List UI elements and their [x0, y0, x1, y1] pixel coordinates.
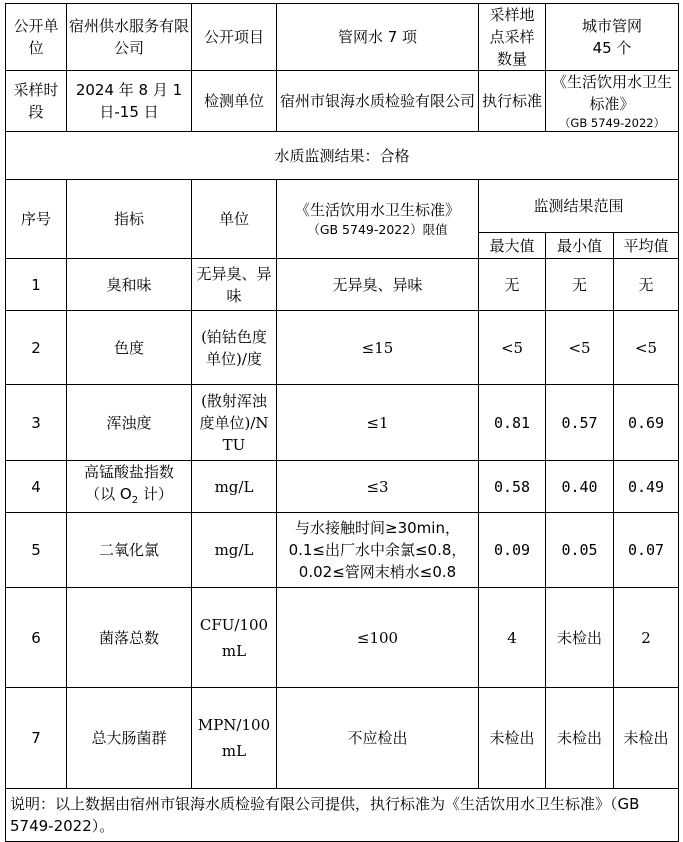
row-unit: mg/L	[192, 513, 277, 588]
row-limit-line3: 0.02≤管网末梢水≤0.8	[298, 563, 457, 581]
result-banner: 水质监测结果：合格	[6, 132, 679, 180]
table-row	[6, 588, 679, 688]
indicator-sub-pre: （以 O	[85, 485, 132, 503]
table-row	[6, 385, 679, 461]
footnote-row	[6, 789, 679, 842]
standard-value-line2: （GB 5749-2022）	[558, 116, 666, 130]
row-unit: (散射浑浊度单位)/NTU	[192, 385, 277, 461]
col-max: 最大值	[479, 233, 546, 259]
col-limit-line2: （GB 5749-2022）限值	[307, 222, 448, 237]
row-avg: 未检出	[614, 688, 679, 789]
item-value: 管网水 7 项	[277, 4, 479, 71]
row-no: 4	[6, 461, 67, 513]
row-unit: CFU/100mL	[192, 588, 277, 688]
site-value	[546, 4, 679, 71]
row-limit: 无异臭、异味	[277, 259, 479, 311]
row-indicator: 二氧化氯	[67, 513, 192, 588]
row-limit-line2: 0.1≤出厂水中余氯≤0.8，	[288, 541, 467, 559]
col-avg: 平均值	[614, 233, 679, 259]
period-value: 2024 年 8 月 1 日-15 日	[67, 71, 192, 132]
site-value-line2: 45 个	[592, 39, 632, 57]
row-limit: 不应检出	[277, 688, 479, 789]
row-unit: (铂钴色度单位)/度	[192, 311, 277, 385]
row-indicator	[67, 461, 192, 513]
row-max: 0.09	[479, 513, 546, 588]
table-row	[6, 259, 679, 311]
row-indicator: 总大肠菌群	[67, 688, 192, 789]
header-row-2	[6, 71, 679, 132]
col-indicator: 指标	[67, 180, 192, 259]
row-avg: <5	[614, 311, 679, 385]
indicator-sub-post: 计）	[138, 485, 173, 503]
row-max: 0.58	[479, 461, 546, 513]
lab-value: 宿州市银海水质检验有限公司	[277, 71, 479, 132]
footnote: 说明：以上数据由宿州市银海水质检验有限公司提供，执行标准为《生活饮用水卫生标准》（GB 5749-2022）。	[6, 789, 679, 842]
row-indicator-sub	[69, 483, 189, 512]
row-max: 无	[479, 259, 546, 311]
row-no: 2	[6, 311, 67, 385]
col-unit: 单位	[192, 180, 277, 259]
result-banner-row	[6, 132, 679, 180]
row-min: 0.05	[546, 513, 614, 588]
row-limit: ≤3	[277, 461, 479, 513]
item-label: 公开项目	[192, 4, 277, 71]
row-indicator: 菌落总数	[67, 588, 192, 688]
table-row	[6, 311, 679, 385]
lab-label: 检测单位	[192, 71, 277, 132]
row-avg: 2	[614, 588, 679, 688]
row-limit: ≤15	[277, 311, 479, 385]
row-max: 4	[479, 588, 546, 688]
row-limit: ≤1	[277, 385, 479, 461]
row-max: 0.81	[479, 385, 546, 461]
water-quality-table	[5, 3, 679, 842]
standard-value-line1: 《生活饮用水卫生标准》	[552, 73, 673, 113]
row-no: 6	[6, 588, 67, 688]
row-min: 未检出	[546, 588, 614, 688]
row-indicator: 浑浊度	[67, 385, 192, 461]
publisher-label: 公开单位	[6, 4, 67, 71]
row-indicator: 色度	[67, 311, 192, 385]
row-limit	[277, 513, 479, 588]
col-range: 监测结果范围	[479, 180, 679, 233]
row-avg: 0.49	[614, 461, 679, 513]
period-label: 采样时段	[6, 71, 67, 132]
row-unit: MPN/100mL	[192, 688, 277, 789]
table-row	[6, 461, 679, 513]
site-label: 采样地点采样数量	[479, 4, 546, 71]
row-min: 0.57	[546, 385, 614, 461]
row-limit-line1: 与水接触时间≥30min，	[295, 519, 460, 537]
row-limit: ≤100	[277, 588, 479, 688]
row-indicator: 臭和味	[67, 259, 192, 311]
row-no: 1	[6, 259, 67, 311]
standard-label: 执行标准	[479, 71, 546, 132]
row-unit: mg/L	[192, 461, 277, 513]
col-no: 序号	[6, 180, 67, 259]
table-row	[6, 513, 679, 588]
indicator-subscript: 2	[131, 495, 139, 506]
publisher-value: 宿州供水服务有限公司	[67, 4, 192, 71]
row-min: <5	[546, 311, 614, 385]
row-avg: 0.07	[614, 513, 679, 588]
row-no: 5	[6, 513, 67, 588]
row-max: <5	[479, 311, 546, 385]
table-row	[6, 688, 679, 789]
row-avg: 0.69	[614, 385, 679, 461]
column-header-row	[6, 180, 679, 233]
row-min: 未检出	[546, 688, 614, 789]
row-avg: 无	[614, 259, 679, 311]
row-min: 无	[546, 259, 614, 311]
col-limit-line1: 《生活饮用水卫生标准》	[294, 201, 460, 219]
col-limit	[277, 180, 479, 259]
row-min: 0.40	[546, 461, 614, 513]
row-no: 3	[6, 385, 67, 461]
row-indicator-main: 高锰酸盐指数	[83, 463, 174, 481]
row-no: 7	[6, 688, 67, 789]
header-row-1	[6, 4, 679, 71]
row-unit: 无异臭、异味	[192, 259, 277, 311]
col-min: 最小值	[546, 233, 614, 259]
site-value-line1: 城市管网	[582, 17, 643, 35]
standard-value	[546, 71, 679, 132]
row-max: 未检出	[479, 688, 546, 789]
